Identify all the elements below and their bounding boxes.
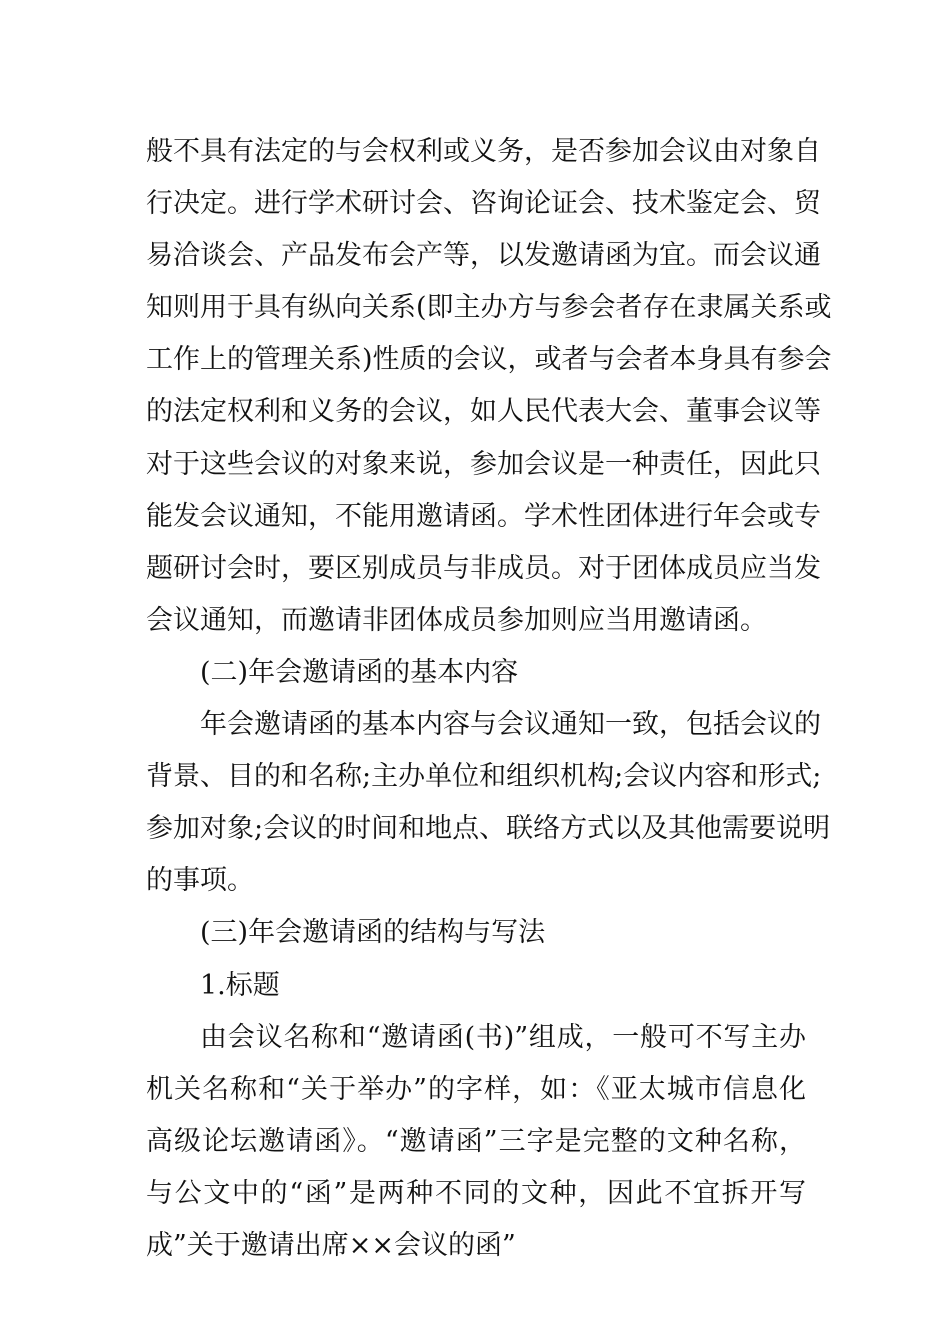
paragraph-line: 易洽谈会、产品发布会产等，以发邀请函为宜。而会议通 — [146, 240, 821, 272]
paragraph-line: 知则用于具有纵向关系(即主办方与参会者存在隶属关系或 — [146, 292, 832, 324]
paragraph-line: 由会议名称和“邀请函(书)”组成，一般可不写主办 — [200, 1021, 806, 1053]
paragraph-line: 年会邀请函的基本内容与会议通知一致，包括会议的 — [200, 709, 821, 741]
paragraph-line: 行决定。进行学术研讨会、咨询论证会、技术鉴定会、贸 — [146, 188, 821, 220]
paragraph-line: 对于这些会议的对象来说，参加会议是一种责任，因此只 — [146, 448, 821, 480]
paragraph-line: 题研讨会时，要区别成员与非成员。对于团体成员应当发 — [146, 552, 821, 584]
document-body — [146, 126, 832, 1272]
paragraph-line: 机关名称和“关于举办”的字样，如：《亚太城市信息化 — [146, 1073, 806, 1105]
paragraph-line: 般不具有法定的与会权利或义务，是否参加会议由对象自 — [146, 136, 821, 167]
section-heading-3: (三)年会邀请函的结构与写法 — [200, 917, 546, 949]
paragraph-line: 成”关于邀请出席××会议的函” — [146, 1229, 516, 1261]
paragraph-line: 参加对象;会议的时间和地点、联络方式以及其他需要说明 — [146, 813, 831, 845]
paragraph-line: 会议通知，而邀请非团体成员参加则应当用邀请函。 — [146, 604, 767, 636]
paragraph-line: 与公文中的“函”是两种不同的文种，因此不宜拆开写 — [146, 1177, 806, 1209]
paragraph-line: 背景、目的和名称;主办单位和组织机构;会议内容和形式; — [146, 761, 822, 793]
subsection-heading: 1.标题 — [200, 969, 280, 1001]
section-heading-2: (二)年会邀请函的基本内容 — [200, 656, 519, 688]
paragraph-line: 高级论坛邀请函》。“邀请函”三字是完整的文种名称， — [146, 1125, 806, 1157]
paragraph-line: 工作上的管理关系)性质的会议，或者与会者本身具有参会 — [146, 344, 832, 376]
paragraph-line: 的法定权利和义务的会议，如人民代表大会、董事会议等 — [146, 396, 821, 428]
paragraph-line: 的事项。 — [146, 865, 254, 897]
paragraph-line: 能发会议通知，不能用邀请函。学术性团体进行年会或专 — [146, 500, 821, 532]
